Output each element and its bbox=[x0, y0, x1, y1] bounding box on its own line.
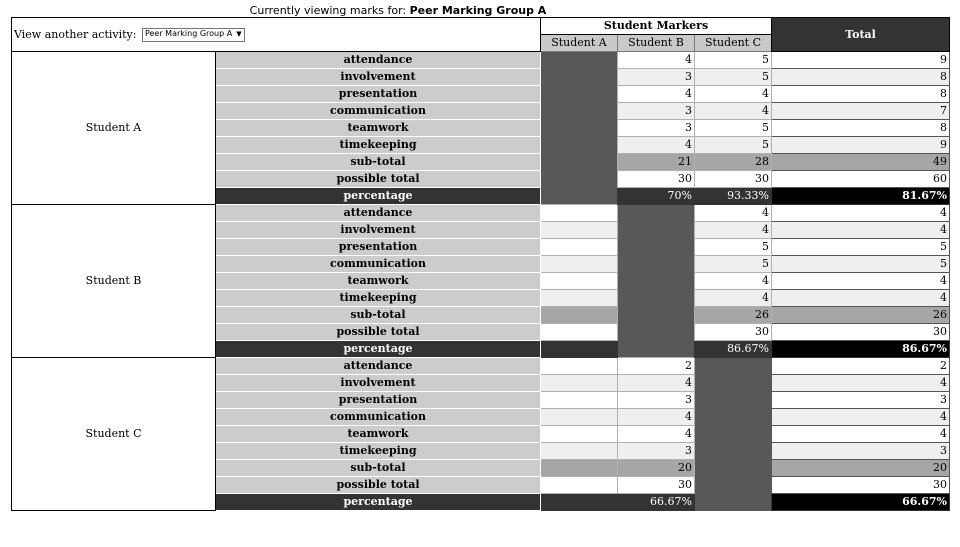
mark-cell bbox=[541, 290, 618, 307]
mark-cell: 4 bbox=[695, 273, 772, 290]
mark-cell bbox=[541, 460, 618, 477]
mark-cell: 4 bbox=[695, 205, 772, 222]
self-mark-cell bbox=[618, 341, 695, 358]
total-cell: 20 bbox=[772, 460, 950, 477]
criterion-label: presentation bbox=[216, 392, 541, 409]
self-mark-cell bbox=[618, 290, 695, 307]
criterion-label: percentage bbox=[216, 341, 541, 358]
table-row bbox=[12, 52, 950, 69]
mark-cell: 4 bbox=[618, 52, 695, 69]
mark-cell: 30 bbox=[618, 477, 695, 494]
total-cell: 8 bbox=[772, 120, 950, 137]
criterion-label: possible total bbox=[216, 324, 541, 341]
total-cell: 4 bbox=[772, 375, 950, 392]
chevron-down-icon: ▼ bbox=[236, 29, 242, 38]
criterion-label: possible total bbox=[216, 171, 541, 188]
total-cell: 4 bbox=[772, 426, 950, 443]
table-row bbox=[12, 358, 950, 375]
self-mark-cell bbox=[695, 443, 772, 460]
total-cell: 2 bbox=[772, 358, 950, 375]
total-cell: 30 bbox=[772, 477, 950, 494]
mark-cell bbox=[541, 494, 618, 511]
student-name: Student B bbox=[12, 205, 216, 358]
mark-cell: 28 bbox=[695, 154, 772, 171]
self-mark-cell bbox=[695, 358, 772, 375]
total-cell: 4 bbox=[772, 205, 950, 222]
self-mark-cell bbox=[695, 494, 772, 511]
criterion-label: teamwork bbox=[216, 426, 541, 443]
self-mark-cell bbox=[618, 256, 695, 273]
criterion-label: teamwork bbox=[216, 120, 541, 137]
criterion-label: timekeeping bbox=[216, 137, 541, 154]
self-mark-cell bbox=[618, 239, 695, 256]
mark-cell bbox=[541, 409, 618, 426]
self-mark-cell bbox=[541, 52, 618, 69]
criterion-label: communication bbox=[216, 256, 541, 273]
self-mark-cell bbox=[618, 324, 695, 341]
mark-cell: 5 bbox=[695, 69, 772, 86]
mark-cell bbox=[541, 273, 618, 290]
total-cell: 66.67% bbox=[772, 494, 950, 511]
mark-cell: 4 bbox=[695, 222, 772, 239]
self-mark-cell bbox=[541, 188, 618, 205]
student-markers-header: Student Markers bbox=[541, 18, 772, 35]
mark-cell: 5 bbox=[695, 52, 772, 69]
mark-cell bbox=[541, 324, 618, 341]
mark-cell: 3 bbox=[618, 443, 695, 460]
total-cell: 4 bbox=[772, 409, 950, 426]
activity-select[interactable] bbox=[142, 28, 245, 42]
marker-header-b: Student B bbox=[618, 35, 695, 52]
criterion-label: involvement bbox=[216, 69, 541, 86]
self-mark-cell bbox=[618, 273, 695, 290]
total-cell: 60 bbox=[772, 171, 950, 188]
mark-cell: 2 bbox=[618, 358, 695, 375]
mark-cell bbox=[541, 222, 618, 239]
total-cell: 5 bbox=[772, 256, 950, 273]
mark-cell bbox=[541, 358, 618, 375]
mark-cell bbox=[541, 205, 618, 222]
activity-selected-value: Peer Marking Group A bbox=[144, 28, 233, 38]
mark-cell bbox=[541, 239, 618, 256]
self-mark-cell bbox=[695, 375, 772, 392]
total-cell: 7 bbox=[772, 103, 950, 120]
total-cell: 3 bbox=[772, 392, 950, 409]
mark-cell: 4 bbox=[618, 86, 695, 103]
group-name: Peer Marking Group A bbox=[409, 4, 547, 17]
student-name: Student A bbox=[12, 52, 216, 205]
criterion-label: sub-total bbox=[216, 460, 541, 477]
mark-cell bbox=[541, 392, 618, 409]
mark-cell: 4 bbox=[618, 409, 695, 426]
criterion-label: possible total bbox=[216, 477, 541, 494]
total-cell: 49 bbox=[772, 154, 950, 171]
mark-cell: 20 bbox=[618, 460, 695, 477]
criterion-label: attendance bbox=[216, 52, 541, 69]
criterion-label: timekeeping bbox=[216, 443, 541, 460]
total-cell: 8 bbox=[772, 69, 950, 86]
criterion-label: sub-total bbox=[216, 154, 541, 171]
activity-label: View another activity: bbox=[14, 27, 137, 41]
student-name: Student C bbox=[12, 358, 216, 511]
mark-cell: 4 bbox=[618, 426, 695, 443]
total-cell: 30 bbox=[772, 324, 950, 341]
criterion-label: attendance bbox=[216, 358, 541, 375]
table-row bbox=[12, 205, 950, 222]
marks-table bbox=[11, 17, 950, 511]
mark-cell: 30 bbox=[695, 171, 772, 188]
total-header: Total bbox=[772, 18, 950, 52]
mark-cell bbox=[541, 426, 618, 443]
mark-cell: 3 bbox=[618, 120, 695, 137]
mark-cell bbox=[541, 443, 618, 460]
self-mark-cell bbox=[541, 171, 618, 188]
self-mark-cell bbox=[695, 460, 772, 477]
mark-cell: 70% bbox=[618, 188, 695, 205]
self-mark-cell bbox=[541, 69, 618, 86]
total-cell: 4 bbox=[772, 290, 950, 307]
total-cell: 26 bbox=[772, 307, 950, 324]
total-cell: 4 bbox=[772, 222, 950, 239]
mark-cell: 93.33% bbox=[695, 188, 772, 205]
mark-cell: 5 bbox=[695, 137, 772, 154]
criterion-label: communication bbox=[216, 409, 541, 426]
mark-cell: 66.67% bbox=[618, 494, 695, 511]
criterion-label: attendance bbox=[216, 205, 541, 222]
mark-cell: 26 bbox=[695, 307, 772, 324]
self-mark-cell bbox=[541, 137, 618, 154]
mark-cell: 30 bbox=[618, 171, 695, 188]
total-cell: 81.67% bbox=[772, 188, 950, 205]
mark-cell bbox=[541, 341, 618, 358]
total-cell: 4 bbox=[772, 273, 950, 290]
mark-cell: 5 bbox=[695, 120, 772, 137]
self-mark-cell bbox=[541, 86, 618, 103]
mark-cell: 4 bbox=[695, 103, 772, 120]
self-mark-cell bbox=[541, 154, 618, 171]
marker-header-c: Student C bbox=[695, 35, 772, 52]
criterion-label: involvement bbox=[216, 222, 541, 239]
mark-cell: 3 bbox=[618, 69, 695, 86]
mark-cell bbox=[541, 375, 618, 392]
criterion-label: percentage bbox=[216, 188, 541, 205]
self-mark-cell bbox=[695, 409, 772, 426]
total-cell: 9 bbox=[772, 52, 950, 69]
total-cell: 8 bbox=[772, 86, 950, 103]
total-cell: 3 bbox=[772, 443, 950, 460]
self-mark-cell bbox=[618, 205, 695, 222]
mark-cell: 4 bbox=[618, 137, 695, 154]
mark-cell: 4 bbox=[695, 86, 772, 103]
criterion-label: teamwork bbox=[216, 273, 541, 290]
total-cell: 5 bbox=[772, 239, 950, 256]
self-mark-cell bbox=[695, 392, 772, 409]
criterion-label: presentation bbox=[216, 86, 541, 103]
mark-cell: 86.67% bbox=[695, 341, 772, 358]
mark-cell bbox=[541, 256, 618, 273]
total-cell: 9 bbox=[772, 137, 950, 154]
self-mark-cell bbox=[618, 222, 695, 239]
criterion-label: involvement bbox=[216, 375, 541, 392]
mark-cell: 3 bbox=[618, 392, 695, 409]
mark-cell: 30 bbox=[695, 324, 772, 341]
mark-cell: 5 bbox=[695, 239, 772, 256]
activity-selector-cell bbox=[12, 18, 541, 52]
self-mark-cell bbox=[695, 426, 772, 443]
criterion-label: sub-total bbox=[216, 307, 541, 324]
criterion-label: timekeeping bbox=[216, 290, 541, 307]
mark-cell: 5 bbox=[695, 256, 772, 273]
self-mark-cell bbox=[541, 120, 618, 137]
mark-cell: 4 bbox=[618, 375, 695, 392]
mark-cell bbox=[541, 307, 618, 324]
mark-cell bbox=[541, 477, 618, 494]
self-mark-cell bbox=[618, 307, 695, 324]
marker-header-a: Student A bbox=[541, 35, 618, 52]
self-mark-cell bbox=[541, 103, 618, 120]
mark-cell: 4 bbox=[695, 290, 772, 307]
criterion-label: communication bbox=[216, 103, 541, 120]
total-cell: 86.67% bbox=[772, 341, 950, 358]
mark-cell: 3 bbox=[618, 103, 695, 120]
self-mark-cell bbox=[695, 477, 772, 494]
page-caption bbox=[0, 4, 796, 17]
criterion-label: percentage bbox=[216, 494, 541, 511]
mark-cell: 21 bbox=[618, 154, 695, 171]
caption-prefix: Currently viewing marks for: bbox=[249, 4, 407, 17]
criterion-label: presentation bbox=[216, 239, 541, 256]
